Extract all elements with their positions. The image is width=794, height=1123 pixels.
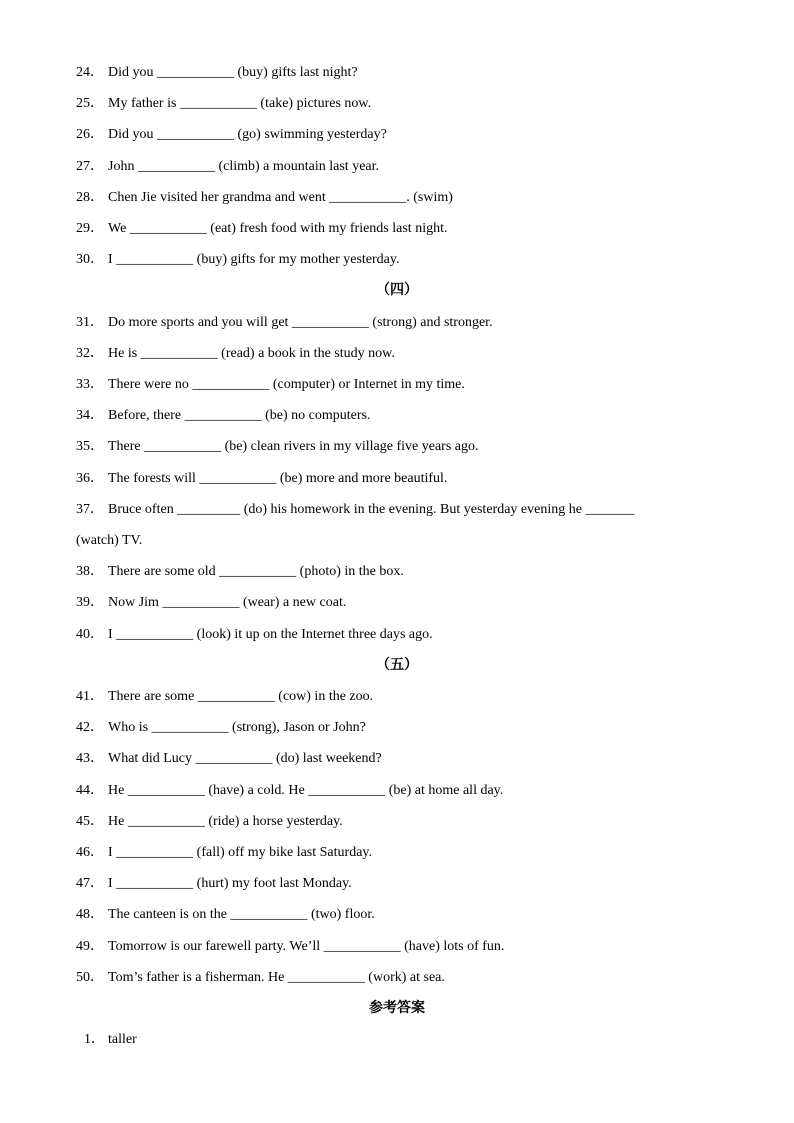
exercise-29: [76, 220, 736, 238]
exercise-text: John ___________ (climb) a mountain last year.: [108, 159, 380, 174]
exercise-25: [76, 95, 736, 113]
exercise-number: 45．: [76, 814, 104, 829]
exercise-41: [76, 688, 736, 706]
exercise-text: The canteen is on the ___________ (two) floor.: [108, 907, 375, 922]
exercise-text: Do more sports and you will get ___________ (strong) and stronger.: [108, 315, 493, 330]
exercise-number: 29．: [76, 221, 104, 236]
exercise-number: 49．: [76, 939, 104, 954]
exercise-text: Tomorrow is our farewell party. We’ll ___________ (have) lots of fun.: [108, 939, 505, 954]
answers-title: 参考答案: [369, 1001, 425, 1016]
exercise-number: 50．: [76, 970, 104, 985]
exercise-text: Did you ___________ (go) swimming yesterday?: [108, 127, 387, 142]
exercise-text: I ___________ (buy) gifts for my mother yesterday.: [108, 252, 400, 267]
exercise-text: There ___________ (be) clean rivers in my village five years ago.: [108, 439, 479, 454]
exercise-number: 36．: [76, 471, 104, 486]
exercise-28: [76, 189, 736, 207]
exercise-text: Tom’s father is a fisherman. He ___________ (work) at sea.: [108, 970, 445, 985]
exercise-number: 35．: [76, 439, 104, 454]
exercise-text: He ___________ (have) a cold. He ___________ (be) at home all day.: [108, 783, 504, 798]
exercise-43: [76, 750, 736, 768]
exercise-text: We ___________ (eat) fresh food with my friends last night.: [108, 221, 448, 236]
exercise-36: [76, 470, 736, 488]
exercise-32: [76, 345, 736, 363]
section-heading-five: （五）: [376, 658, 418, 673]
exercise-text: My father is ___________ (take) pictures now.: [108, 96, 372, 111]
exercise-number: 25．: [76, 96, 104, 111]
exercise-35: [76, 438, 736, 456]
exercise-33: [76, 376, 736, 394]
exercise-text: I ___________ (hurt) my foot last Monday.: [108, 876, 352, 891]
exercise-number: 39．: [76, 595, 104, 610]
exercise-50: [76, 969, 736, 987]
exercise-text: There were no ___________ (computer) or Internet in my time.: [108, 377, 465, 392]
exercise-text: Now Jim ___________ (wear) a new coat.: [108, 595, 347, 610]
exercise-number: 42．: [76, 720, 104, 735]
exercise-number: 24．: [76, 65, 104, 80]
exercise-24: [76, 64, 736, 82]
exercise-text: The forests will ___________ (be) more and more beautiful.: [108, 471, 448, 486]
exercise-number: 48．: [76, 907, 104, 922]
exercise-number: 30．: [76, 252, 104, 267]
exercise-46: [76, 844, 736, 862]
exercise-text: Before, there ___________ (be) no computers.: [108, 408, 371, 423]
section-heading-four: （四）: [376, 283, 418, 298]
exercise-text: There are some ___________ (cow) in the zoo.: [108, 689, 374, 704]
exercise-text: (watch) TV.: [76, 533, 143, 548]
exercise-number: 33．: [76, 377, 104, 392]
exercise-39: [76, 594, 736, 612]
exercise-26: [76, 126, 736, 144]
exercise-text: Did you ___________ (buy) gifts last night?: [108, 65, 358, 80]
exercise-number: 46．: [76, 845, 104, 860]
exercise-48: [76, 906, 736, 924]
exercise-text: He ___________ (ride) a horse yesterday.: [108, 814, 343, 829]
exercise-number: 47．: [76, 876, 104, 891]
exercise-49: [76, 938, 736, 956]
exercise-30: [76, 251, 736, 269]
exercise-34: [76, 407, 736, 425]
exercise-42: [76, 719, 736, 737]
exercise-text: I ___________ (fall) off my bike last Saturday.: [108, 845, 373, 860]
exercise-number: 38．: [76, 564, 104, 579]
exercise-text: Chen Jie visited her grandma and went ___________. (swim): [108, 190, 453, 205]
exercise-number: 34．: [76, 408, 104, 423]
exercise-number: 31．: [76, 315, 104, 330]
answer-text: taller: [108, 1032, 137, 1047]
exercise-31: [76, 314, 736, 332]
exercise-number: 27．: [76, 159, 104, 174]
exercise-number: 37．: [76, 502, 104, 517]
exercise-number: 41．: [76, 689, 104, 704]
exercise-27: [76, 158, 736, 176]
exercise-45: [76, 813, 736, 831]
answer-1: [84, 1031, 137, 1049]
exercise-number: 40．: [76, 627, 104, 642]
exercise-44: [76, 782, 736, 800]
exercise-38: [76, 563, 736, 581]
exercise-text: There are some old ___________ (photo) in the box.: [108, 564, 404, 579]
answer-number: 1．: [84, 1032, 105, 1047]
exercise-number: 28．: [76, 190, 104, 205]
exercise-number: 32．: [76, 346, 104, 361]
exercise-37: [76, 501, 736, 519]
exercise-40: [76, 626, 736, 644]
exercise-text: What did Lucy ___________ (do) last weekend?: [108, 751, 382, 766]
exercise-number: 26．: [76, 127, 104, 142]
exercise-text: I ___________ (look) it up on the Internet three days ago.: [108, 627, 433, 642]
exercise-47: [76, 875, 736, 893]
exercise-number: 44．: [76, 783, 104, 798]
exercise-text: Who is ___________ (strong), Jason or John?: [108, 720, 366, 735]
exercise-number: 43．: [76, 751, 104, 766]
exercise-text: Bruce often _________ (do) his homework in the evening. But yesterday evening he _______: [108, 502, 635, 517]
exercise-37-continued: [76, 532, 736, 550]
exercise-text: He is ___________ (read) a book in the study now.: [108, 346, 395, 361]
